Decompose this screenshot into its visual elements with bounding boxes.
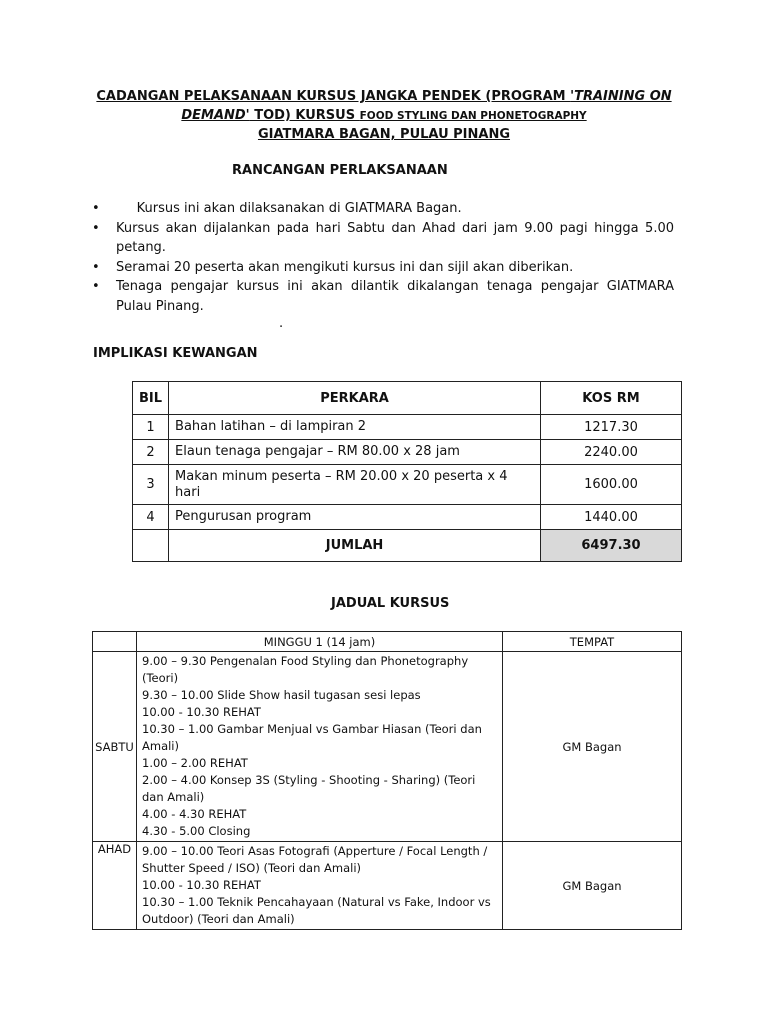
slot-list	[137, 652, 503, 842]
table-row	[133, 415, 682, 440]
cell-kos: 1600.00	[541, 465, 682, 505]
bullet-text: Seramai 20 peserta akan mengikuti kursus ini dan sijil akan diberikan.	[116, 259, 574, 275]
list-item: 10.30 – 1.00 Gambar Menjual vs Gambar Hiasan (Teori dan Amali)	[142, 722, 482, 753]
cell-kos: 1440.00	[541, 505, 682, 530]
cost-table	[132, 381, 682, 562]
cell-empty	[133, 530, 169, 562]
list-item: 2.00 – 4.00 Konsep 3S (Styling - Shooting - Sharing) (Teori dan Amali)	[142, 773, 476, 804]
list-item: 4.30 - 5.00 Closing	[142, 824, 251, 838]
list-item: 9.30 – 10.00 Slide Show hasil tugasan sesi lepas	[142, 688, 421, 702]
cell-perkara: Makan minum peserta – RM 20.00 x 20 peserta x 4 hari	[169, 465, 541, 505]
doc-title-line-2a: DEMAND'	[181, 108, 250, 123]
header-week: MINGGU 1 (14 jam)	[137, 632, 503, 652]
bullet-list	[92, 199, 674, 316]
bullet-item	[92, 219, 674, 258]
cell-bil: 4	[133, 505, 169, 530]
doc-title-line-2c: FOOD STYLING DAN PHONETOGRAPHY	[359, 110, 587, 122]
stray-dot: .	[279, 316, 284, 331]
cell-bil: 1	[133, 415, 169, 440]
bullet-text: Kursus ini akan dilaksanakan di GIATMARA Bagan.	[116, 201, 462, 216]
total-label: JUMLAH	[169, 530, 541, 562]
table-row	[133, 440, 682, 465]
doc-title-line-1a: CADANGAN PELAKSANAAN KURSUS JANGKA PENDEK (PROGRAM	[96, 89, 571, 104]
total-row	[133, 530, 682, 562]
table-row	[133, 505, 682, 530]
cell-kos: 2240.00	[541, 440, 682, 465]
doc-title-line-3: GIATMARA BAGAN, PULAU PINANG	[257, 127, 511, 142]
schedule-header-row	[93, 632, 682, 652]
place-cell: GM Bagan	[503, 652, 682, 842]
section-heading-implikasi: IMPLIKASI KEWANGAN	[93, 346, 258, 361]
header-perkara: PERKARA	[169, 382, 541, 415]
doc-title-line-1b: 'TRAINING ON	[570, 89, 672, 104]
day-label: SABTU	[93, 652, 137, 842]
list-item: 10.30 – 1.00 Teknik Pencahayaan (Natural vs Fake, Indoor vs Outdoor) (Teori dan Amali)	[142, 895, 491, 926]
header-place: TEMPAT	[503, 632, 682, 652]
bullet-item	[92, 258, 674, 278]
header-kos: KOS RM	[541, 382, 682, 415]
header-bil: BIL	[133, 382, 169, 415]
table-row	[133, 465, 682, 505]
schedule-table	[92, 631, 682, 930]
doc-title-line-1	[96, 87, 672, 106]
list-item: 10.00 - 10.30 REHAT	[142, 705, 261, 719]
cell-perkara: Bahan latihan – di lampiran 2	[169, 415, 541, 440]
doc-title-line-2b: TOD) KURSUS	[249, 108, 360, 123]
bullet-item	[92, 277, 674, 316]
cell-perkara: Pengurusan program	[169, 505, 541, 530]
header-day-empty	[93, 632, 137, 652]
cost-table-header-row	[133, 382, 682, 415]
cell-bil: 2	[133, 440, 169, 465]
list-item: 9.00 – 9.30 Pengenalan Food Styling dan Phonetography (Teori)	[142, 654, 469, 685]
slot-list	[137, 842, 503, 930]
bullet-text: Kursus akan dijalankan pada hari Sabtu dan Ahad dari jam 9.00 pagi hingga 5.00 petang.	[116, 220, 674, 255]
day-label: AHAD	[93, 842, 137, 930]
list-item: 9.00 – 10.00 Teori Asas Fotografi (Apperture / Focal Length / Shutter Speed / ISO) (Teori dan Amali)	[142, 844, 488, 875]
list-item: 4.00 - 4.30 REHAT	[142, 807, 247, 821]
list-item: 10.00 - 10.30 REHAT	[142, 878, 261, 892]
list-item: 1.00 – 2.00 REHAT	[142, 756, 248, 770]
bullet-item	[92, 199, 674, 219]
schedule-row-ahad	[93, 842, 682, 930]
cell-kos: 1217.30	[541, 415, 682, 440]
total-value: 6497.30	[541, 530, 682, 562]
section-heading-jadual: JADUAL KURSUS	[331, 596, 450, 611]
cell-bil: 3	[133, 465, 169, 505]
place-cell: GM Bagan	[503, 842, 682, 930]
cell-perkara: Elaun tenaga pengajar – RM 80.00 x 28 jam	[169, 440, 541, 465]
section-heading-rancangan: RANCANGAN PERLAKSANAAN	[232, 163, 448, 178]
schedule-row-sabtu	[93, 652, 682, 842]
doc-title-line-2	[96, 106, 672, 126]
bullet-text: Tenaga pengajar kursus ini akan dilantik dikalangan tenaga pengajar GIATMARA Pulau Pinang.	[116, 279, 674, 314]
